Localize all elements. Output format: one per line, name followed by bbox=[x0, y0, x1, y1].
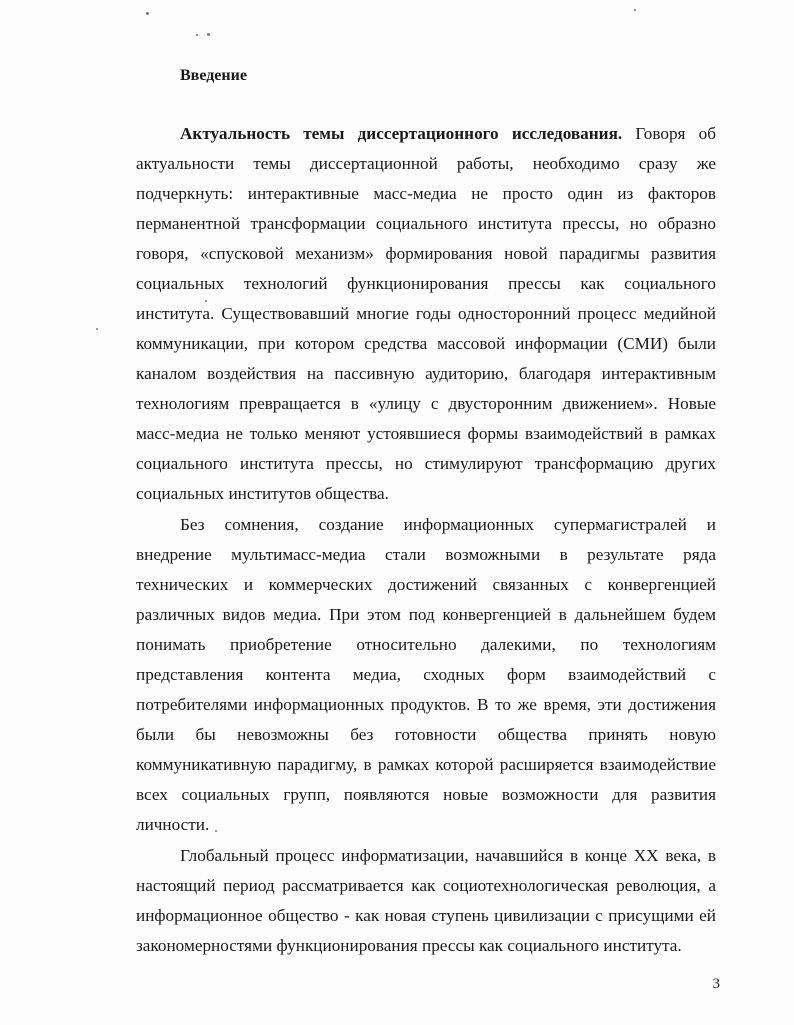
paragraph-3: Глобальный процесс информатизации, начавшийся в конце XX века, в настоящий период рассматривается как социотехнологическая революция, а информационное общество - как новая ступень цивилизации с присущими ей закономерностями функционирования прессы как социального института. bbox=[136, 846, 716, 955]
paragraph-1 bbox=[136, 119, 716, 509]
section-heading: Введение bbox=[180, 67, 247, 84]
paragraph-1-text: Говоря об актуальности темы диссертационной работы, необходимо сразу же подчеркнуть: интерактивные масс-медиа не просто один из факторов перманентной трансформации социального института прессы, но образно говоря, «спусковой механизм» формирования новой парадигмы развития социальных технологий функционирования прессы как социального института. Существовавший многие годы односторонний процесс медийной коммуникации, при котором средства массовой информации (СМИ) были каналом воздействия на пассивную аудиторию, благодаря интерактивным технологиям превращается в «улицу с двусторонним движением». Новые масс-медиа не только меняют устоявшиеся формы взаимодействий в рамках социального института прессы, но стимулируют трансформацию других социальных институтов общества. bbox=[136, 124, 716, 503]
scan-speck bbox=[207, 33, 210, 36]
body-text bbox=[136, 119, 716, 961]
scan-speck bbox=[634, 9, 636, 11]
scan-speck bbox=[196, 34, 198, 36]
scan-speck bbox=[146, 12, 149, 15]
scan-speck bbox=[96, 328, 98, 330]
paragraph-2: Без сомнения, создание информационных супермагистралей и внедрение мультимасс-медиа стали возможными в результате ряда технических и коммерческих достижений связанных с конвергенцией различных видов медиа. При этом под конвергенцией в дальнейшем будем понимать приобретение относительно далекими, по технологиям представления контента медиа, сходных форм взаимодействий с потребителями информационных продуктов. В то же время, эти достижения были бы невозможны без готовности общества принять новую коммуникативную парадигму, в рамках которой расширяется взаимодействие всех социальных групп, появляются новые возможности для развития личности. bbox=[136, 515, 716, 834]
page-number: 3 bbox=[712, 976, 720, 992]
paragraph-1-lead: Актуальность темы диссертационного исследования. bbox=[180, 124, 623, 143]
